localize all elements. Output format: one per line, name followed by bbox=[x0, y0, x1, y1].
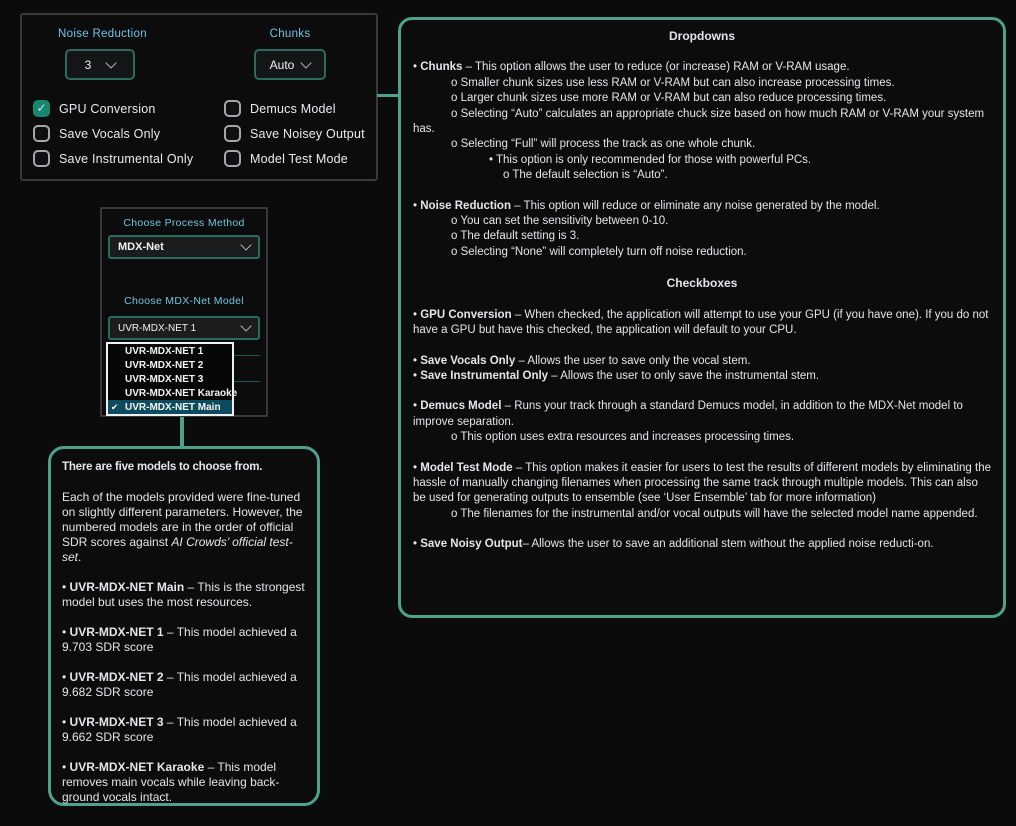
process-method-label: Choose Process Method bbox=[123, 217, 245, 229]
chunks-value: Auto bbox=[269, 57, 295, 72]
help-paragraph bbox=[413, 461, 991, 507]
text-segment: • bbox=[413, 538, 421, 551]
text-segment: • bbox=[62, 625, 70, 639]
text-segment-bold: Model Test Mode bbox=[420, 461, 513, 474]
models-note-paragraph bbox=[62, 625, 306, 655]
models-note-paragraph bbox=[62, 670, 306, 700]
demucs-model-checkbox[interactable] bbox=[224, 100, 241, 117]
help-paragraph bbox=[413, 153, 991, 168]
models-note-paragraph bbox=[62, 490, 306, 565]
save-noisey-output-label: Save Noisey Output bbox=[250, 126, 365, 141]
text-segment-bold: Chunks bbox=[420, 61, 463, 74]
models-note-paragraph bbox=[62, 580, 306, 610]
help-paragraph bbox=[413, 369, 991, 384]
text-segment: o Larger chunk sizes use more RAM or V-RAM but can also reduce processing times. bbox=[451, 92, 887, 105]
save-noisey-output-checkbox[interactable] bbox=[224, 125, 241, 142]
save-instrumental-only-label: Save Instrumental Only bbox=[59, 151, 194, 166]
help-paragraph bbox=[413, 137, 991, 152]
connector-line-vertical bbox=[180, 416, 184, 447]
chunks-dropdown[interactable] bbox=[254, 49, 326, 80]
text-segment: • bbox=[62, 670, 70, 684]
text-segment-bold: UVR-MDX-NET Main bbox=[69, 580, 185, 594]
text-segment-bold: UVR-MDX-NET 3 bbox=[69, 715, 164, 729]
text-segment-bold: Save Instrumental Only bbox=[420, 369, 549, 382]
text-segment: o The filenames for the instrumental and/or vocal outputs will have the selected model name appended. bbox=[451, 507, 978, 520]
model-option[interactable] bbox=[108, 386, 238, 400]
text-segment-bold: UVR-MDX-NET Karaoke bbox=[69, 760, 205, 774]
text-segment: • bbox=[413, 369, 421, 382]
mdx-model-label: Choose MDX-Net Model bbox=[124, 295, 244, 307]
help-paragraph bbox=[413, 354, 991, 369]
model-option-label: UVR-MDX-NET 1 bbox=[125, 345, 204, 357]
text-segment-bold: UVR-MDX-NET 2 bbox=[69, 670, 164, 684]
text-segment: – This model achieved a 9.703 SDR score bbox=[62, 625, 297, 654]
chunks-label: Chunks bbox=[269, 28, 311, 40]
text-segment-bold: Save Vocals Only bbox=[420, 354, 516, 367]
mdx-model-dropdown[interactable] bbox=[108, 316, 260, 340]
text-segment: – When checked, the application will attempt to use your GPU (if you have one). If you do not have a GPU but have this checked, the application will default to your CPU. bbox=[413, 308, 989, 337]
text-segment: o You can set the sensitivity between 0-10. bbox=[451, 215, 669, 228]
help-paragraph bbox=[413, 168, 991, 183]
text-segment: • bbox=[413, 308, 421, 321]
text-segment-bold: There are five models to choose from. bbox=[62, 461, 263, 473]
text-segment: – This option allows the user to reduce (or increase) RAM or V-RAM usage. bbox=[462, 61, 850, 74]
checkbox-row-save-noisey-output bbox=[224, 125, 365, 142]
checkbox-column-right bbox=[224, 100, 365, 167]
text-segment: • bbox=[62, 760, 70, 774]
help-paragraph bbox=[413, 537, 991, 552]
model-option[interactable] bbox=[108, 344, 232, 358]
check-icon: ✔ bbox=[111, 401, 119, 412]
chevron-down-icon bbox=[106, 57, 117, 68]
help-paragraph bbox=[413, 308, 991, 339]
text-segment: • bbox=[62, 715, 70, 729]
text-segment: • bbox=[413, 199, 421, 212]
save-vocals-only-checkbox[interactable] bbox=[33, 125, 50, 142]
gpu-conversion-checkbox[interactable] bbox=[33, 100, 50, 117]
text-segment: – This model achieved a 9.662 SDR score bbox=[62, 715, 297, 744]
check-icon: ✓ bbox=[36, 101, 47, 115]
help-paragraph bbox=[413, 91, 991, 106]
text-segment: – Allows the user to save only the vocal stem. bbox=[515, 354, 751, 367]
help-paragraph bbox=[413, 199, 991, 214]
process-method-value: MDX-Net bbox=[118, 241, 164, 253]
model-test-mode-checkbox[interactable] bbox=[224, 150, 241, 167]
text-segment: • bbox=[413, 61, 421, 74]
help-section-title: Dropdowns bbox=[669, 29, 735, 43]
model-option[interactable] bbox=[108, 358, 232, 372]
noise-reduction-value: 3 bbox=[84, 57, 92, 72]
text-segment: • bbox=[413, 461, 421, 474]
models-note-panel bbox=[48, 446, 320, 806]
text-segment: o Smaller chunk sizes use less RAM or V-RAM but can also increase processing times. bbox=[451, 76, 895, 89]
process-method-dropdown[interactable] bbox=[108, 235, 260, 259]
text-segment: – Allows the user to only save the instrumental stem. bbox=[548, 369, 820, 382]
help-section-title: Checkboxes bbox=[666, 276, 738, 291]
text-segment-bold: GPU Conversion bbox=[420, 308, 512, 321]
text-segment: • bbox=[62, 580, 70, 594]
models-note-paragraph bbox=[62, 459, 306, 475]
text-segment: o Selecting “None” will completely turn off noise reduction. bbox=[451, 245, 747, 258]
model-option[interactable] bbox=[108, 400, 232, 414]
text-segment: o The default selection is “Auto”. bbox=[503, 169, 668, 182]
model-option-label: UVR-MDX-NET Karaoke bbox=[125, 387, 238, 399]
checkbox-row-save-vocals-only bbox=[33, 125, 193, 142]
help-paragraph bbox=[413, 229, 991, 244]
text-segment: – This is the strongest model but uses the most resources. bbox=[62, 580, 305, 609]
text-segment: – This model removes main vocals while leaving back-ground vocals intact. bbox=[62, 760, 280, 804]
text-segment: – This option makes it easier for users to test the results of different models by eliminating the hassle of manually changing filenames when processing the same track through multiple models. This can also be used for generating outputs to ensemble (see ‘User Ensemble’ tab for more information) bbox=[413, 461, 992, 505]
text-segment-italic: AI Crowds’ official test-set bbox=[62, 535, 293, 564]
chevron-down-icon bbox=[240, 239, 251, 250]
checkbox-column-left bbox=[33, 100, 193, 167]
text-segment: • This option is only recommended for those with powerful PCs. bbox=[489, 153, 812, 166]
help-paragraph bbox=[413, 399, 991, 430]
text-segment: o Selecting “Auto” calculates an appropriate chuck size based on how much RAM or V-RAM your system has. bbox=[413, 107, 985, 136]
mdx-model-value: UVR-MDX-NET 1 bbox=[118, 322, 197, 334]
model-option[interactable] bbox=[108, 372, 232, 386]
help-paragraph bbox=[413, 507, 991, 522]
text-segment: o Selecting “Full” will process the track as one whole chunk. bbox=[451, 138, 756, 151]
models-note-paragraph bbox=[62, 760, 306, 805]
checkbox-row-save-instrumental-only bbox=[33, 150, 193, 167]
noise-reduction-dropdown[interactable] bbox=[65, 49, 135, 80]
process-panel bbox=[100, 207, 268, 417]
demucs-model-label: Demucs Model bbox=[250, 101, 336, 116]
text-segment: o The default setting is 3. bbox=[451, 230, 580, 243]
mdx-model-option-list bbox=[106, 342, 238, 416]
text-segment: – This option will reduce or eliminate any noise generated by the model. bbox=[510, 199, 880, 212]
help-paragraph bbox=[413, 430, 991, 445]
text-segment: – Allows the user to save an additional stem without the applied noise reducti-on. bbox=[522, 538, 934, 551]
text-segment-bold: Noise Reduction bbox=[420, 199, 511, 212]
text-segment: . bbox=[78, 550, 82, 564]
save-vocals-only-label: Save Vocals Only bbox=[59, 126, 161, 141]
connector-line-horizontal bbox=[377, 94, 400, 97]
checkbox-row-demucs-model bbox=[224, 100, 365, 117]
help-paragraph bbox=[413, 107, 991, 138]
noise-reduction-label: Noise Reduction bbox=[58, 28, 147, 40]
text-segment: – This model achieved a 9.682 SDR score bbox=[62, 670, 297, 699]
chevron-down-icon bbox=[301, 57, 312, 68]
text-segment: – Runs your track through a standard Demucs model, in addition to the MDX-Net model to improve separation. bbox=[413, 400, 963, 428]
text-segment: • bbox=[413, 400, 421, 413]
help-paragraph bbox=[413, 60, 991, 75]
text-segment: o This option uses extra resources and increases processing times. bbox=[451, 431, 795, 444]
checkbox-row-model-test-mode bbox=[224, 150, 365, 167]
gpu-conversion-label: GPU Conversion bbox=[59, 101, 156, 116]
help-paragraph bbox=[413, 214, 991, 229]
text-segment-bold: Demucs Model bbox=[420, 400, 502, 413]
checkbox-row-gpu-conversion bbox=[33, 100, 193, 117]
help-paragraph bbox=[413, 245, 991, 260]
settings-panel bbox=[20, 13, 378, 181]
model-test-mode-label: Model Test Mode bbox=[250, 151, 348, 166]
help-panel bbox=[398, 17, 1006, 618]
text-segment-bold: UVR-MDX-NET 1 bbox=[69, 625, 164, 639]
model-option-label: UVR-MDX-NET Main bbox=[125, 401, 221, 413]
model-option-label: UVR-MDX-NET 3 bbox=[125, 373, 204, 385]
model-option-label: UVR-MDX-NET 2 bbox=[125, 359, 204, 371]
help-paragraph bbox=[413, 76, 991, 91]
models-note-paragraph bbox=[62, 715, 306, 745]
text-segment: • bbox=[413, 354, 421, 367]
save-instrumental-only-checkbox[interactable] bbox=[33, 150, 50, 167]
text-segment: Each of the models provided were fine-tuned on slightly different parameters. However, the numbered models are in the order of official SDR scores against bbox=[62, 490, 303, 549]
text-segment-bold: Save Noisy Output bbox=[420, 538, 523, 551]
chevron-down-icon bbox=[240, 320, 251, 331]
